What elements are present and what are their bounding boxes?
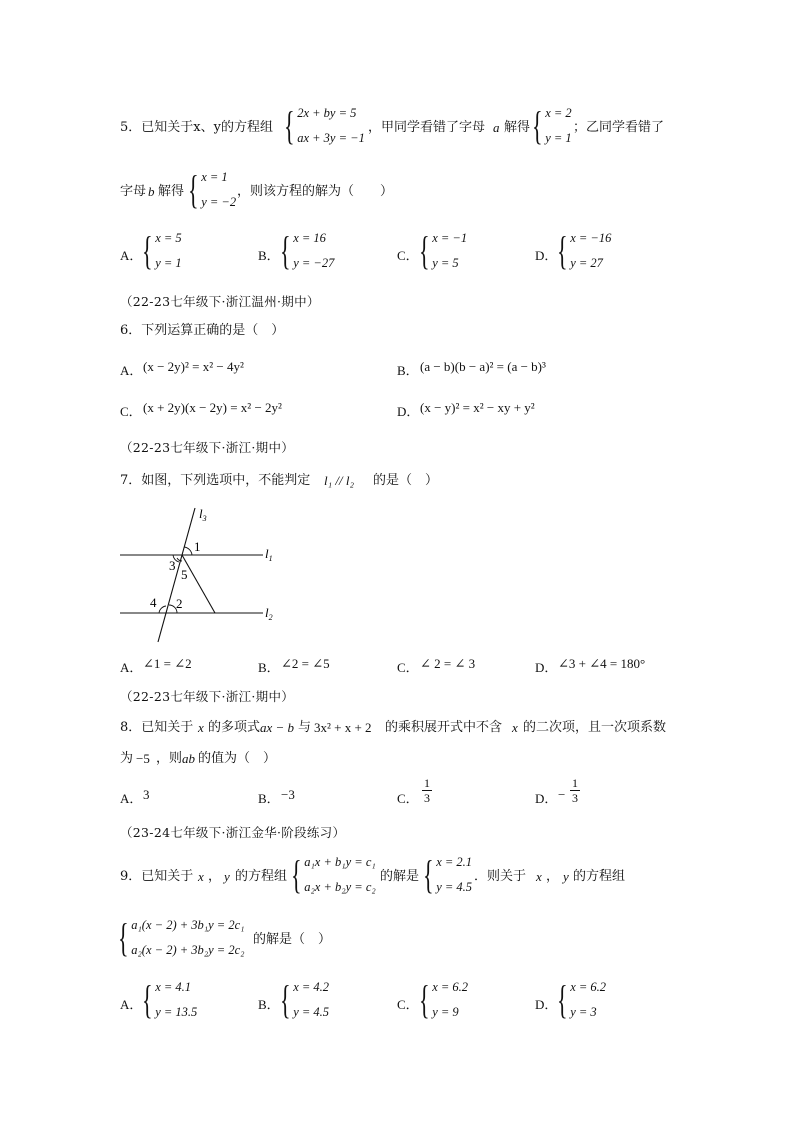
q9-line1-part4: ．则关于 (474, 869, 527, 884)
q8-option-b-text[interactable]: −3 (281, 787, 295, 802)
label-l2: $l_2$ (265, 605, 273, 622)
q5-letter-b: b (148, 184, 155, 199)
q9-solution-x: x = 2.1 (436, 855, 473, 869)
q5-stem-part4: ；乙同学看错了 (573, 120, 665, 135)
q5-option-c[interactable]: { x = −1 y = 5 (419, 228, 468, 273)
source-q8: （22-23七年级下·浙江·期中） (120, 689, 295, 704)
q8-line2-part3: 的值为（ ） (198, 751, 277, 766)
q8-option-a-label[interactable]: A． (120, 791, 143, 806)
q5-option-b[interactable]: { x = 16 y = −27 (280, 228, 335, 273)
label-l3: $l_3$ (199, 506, 207, 523)
q9-option-c[interactable]: { x = 6.2 y = 9 (419, 977, 469, 1022)
q5-line2-part2: 解得 (158, 184, 185, 199)
q5-line2-part1: 字母 (120, 184, 147, 199)
q9-option-c-label[interactable]: C． (397, 997, 419, 1012)
q5-option-a-x: x = 5 (155, 231, 182, 245)
q5-solution-a-y: y = 1 (545, 131, 572, 145)
q8-option-d-den: 3 (572, 791, 578, 805)
angle-label-3: 3 (169, 558, 176, 573)
q7-figure (115, 500, 295, 650)
q9-option-d-y: y = 3 (570, 1005, 597, 1019)
angle-label-5: 5 (181, 567, 188, 582)
q9-option-c-y: y = 9 (432, 1005, 459, 1019)
q7-option-b-text[interactable]: ∠2 = ∠5 (281, 656, 330, 671)
q9-line1-part1: 9．已知关于 (120, 869, 194, 884)
q6-option-c-label[interactable]: C． (120, 404, 142, 419)
q9-line2: 的解是（ ） (253, 932, 332, 947)
q5-option-d-y: y = 27 (570, 256, 603, 270)
q5-solution-b-x: x = 1 (201, 170, 228, 184)
q9-sep-2: ， (546, 869, 560, 884)
q9-option-d-x: x = 6.2 (570, 980, 607, 994)
q5-option-b-x: x = 16 (293, 231, 326, 245)
angle-label-1: 1 (194, 539, 201, 554)
q9-system1-eq1: a₁x + b₁y = c₁ (304, 855, 376, 869)
q9-system1-eq2: a₂x + b₂y = c₂ (304, 880, 376, 894)
q9-option-b-x: x = 4.2 (293, 980, 330, 994)
q8-var-x: x (198, 720, 204, 735)
q6-option-a-label[interactable]: A． (120, 363, 143, 378)
q9-x: x (198, 869, 204, 884)
q8-poly2: 3x² + x + 2 (314, 720, 372, 735)
q8-option-c-den: 3 (424, 791, 430, 805)
q8-option-c-label[interactable]: C． (397, 791, 419, 806)
q5-line2-part3: ，则该方程的解为（ ） (237, 184, 394, 199)
q5-eq1: 2x + by = 5 (297, 106, 357, 120)
q8-option-b-label[interactable]: B． (258, 791, 280, 806)
q5-option-a-label[interactable]: A． (120, 248, 143, 263)
source-q7: （22-23七年级下·浙江·期中） (120, 440, 295, 455)
q5-option-a-y: y = 1 (155, 256, 182, 270)
q8-value: −5 (136, 751, 150, 766)
angle-label-4: 4 (150, 595, 157, 610)
q8-line1-part4: 的乘积展开式中不含 (385, 720, 503, 735)
q8-ab: ab (182, 751, 195, 766)
q5-option-b-label[interactable]: B． (258, 248, 280, 263)
q6-option-b-text[interactable]: (a − b)(b − a)² = (a − b)³ (420, 359, 546, 374)
q5-option-a[interactable]: { x = 5 y = 1 (142, 228, 182, 273)
q8-option-d-label[interactable]: D． (535, 791, 558, 806)
q5-option-d-label[interactable]: D． (535, 248, 558, 263)
q7-option-d-label[interactable]: D． (535, 660, 558, 675)
q9-option-b-label[interactable]: B． (258, 997, 280, 1012)
q5-letter-a: a (493, 120, 500, 135)
q9-system2-eq1: a₁(x − 2) + 3b₁y = 2c₁ (131, 918, 245, 932)
q8-option-d-sign: − (558, 787, 566, 802)
q5-system: { 2x + by = 5 ax + 3y = −1 (284, 103, 365, 148)
q9-solution: { x = 2.1 y = 4.5 (423, 852, 473, 897)
q7-stem-part2: 的是（ ） (373, 473, 439, 488)
q8-line1-part1: 8．已知关于 (120, 720, 194, 735)
q7-relation: l₁ // l₂ (324, 473, 354, 488)
q6-option-d-text[interactable]: (x − y)² = x² − xy + y² (420, 400, 535, 415)
q9-option-a-x: x = 4.1 (155, 980, 192, 994)
q6-stem: 6．下列运算正确的是（ ） (120, 323, 285, 338)
q5-stem-part1: 5．已知关于x、y的方程组 (120, 120, 273, 135)
q5-option-c-label[interactable]: C． (397, 248, 419, 263)
q9-sep: ， (208, 869, 222, 884)
label-l1: $l_1$ (265, 546, 273, 563)
q9-line1-part3: 的解是 (380, 869, 420, 884)
q5-stem-part3: 解得 (504, 120, 531, 135)
q6-option-c-text[interactable]: (x + 2y)(x − 2y) = x² − 2y² (143, 400, 282, 415)
q6-option-d-label[interactable]: D． (397, 404, 420, 419)
q9-option-b[interactable]: { x = 4.2 y = 4.5 (280, 977, 330, 1022)
q8-line1-part2: 的多项式 (208, 720, 261, 735)
q7-option-a-text[interactable]: ∠1 = ∠2 (143, 656, 192, 671)
line-l3 (158, 508, 195, 642)
q5-option-c-y: y = 5 (432, 256, 459, 270)
q9-option-a[interactable]: { x = 4.1 y = 13.5 (142, 977, 198, 1022)
q9-option-b-y: y = 4.5 (293, 1005, 330, 1019)
q5-solution-b: { x = 1 y = −2 (188, 167, 237, 212)
q8-var-x-2: x (512, 720, 518, 735)
q8-option-d-fraction[interactable] (570, 776, 580, 805)
q7-option-c-label[interactable]: C． (397, 660, 419, 675)
q7-stem-part1: 7．如图，下列选项中，不能判定 (120, 473, 311, 488)
q8-option-c-num: 1 (424, 776, 430, 790)
q9-system2: { a₁(x − 2) + 3b₁y = 2c₁ a₂(x − 2) + 3b₂y = 2c₂ (118, 915, 245, 960)
q9-line1-part2: 的方程组 (235, 869, 288, 884)
angle-label-2: 2 (176, 596, 183, 611)
q9-option-a-y: y = 13.5 (155, 1005, 198, 1019)
q6-option-a-text[interactable]: (x − 2y)² = x² − 4y² (143, 359, 244, 374)
source-q6: （22-23七年级下·浙江温州·期中） (120, 294, 320, 309)
q5-option-d-x: x = −16 (570, 231, 612, 245)
q5-stem-part2: ，甲同学看错了字母 (368, 120, 486, 135)
q7-option-d-text[interactable]: ∠3 + ∠4 = 180° (558, 656, 646, 671)
source-q9: （23-24七年级下·浙江金华·阶段练习） (120, 825, 346, 840)
q5-option-d[interactable]: { x = −16 y = 27 (557, 228, 612, 273)
angle-1-arc (184, 547, 192, 555)
q8-option-d-num: 1 (572, 776, 578, 790)
segment (182, 555, 215, 613)
q8-line2-part2: ，则 (156, 751, 183, 766)
q5-solution-a-x: x = 2 (545, 106, 572, 120)
q5-eq2: ax + 3y = −1 (297, 131, 365, 145)
q5-option-c-x: x = −1 (432, 231, 468, 245)
q9-system2-eq2: a₂(x − 2) + 3b₂y = 2c₂ (131, 943, 245, 957)
q9-option-c-x: x = 6.2 (432, 980, 469, 994)
q9-solution-y: y = 4.5 (436, 880, 473, 894)
q5-solution-b-y: y = −2 (201, 195, 237, 209)
q9-system1: { a₁x + b₁y = c₁ a₂x + b₂y = c₂ (291, 852, 376, 897)
q9-x-2: x (536, 869, 542, 884)
q5-option-b-y: y = −27 (293, 256, 335, 270)
q8-line2-part1: 为 (120, 751, 134, 766)
q8-poly1: ax − b (260, 720, 295, 735)
q7-option-c-text[interactable]: ∠ 2 = ∠ 3 (420, 656, 476, 671)
q5-solution-a: { x = 2 y = 1 (532, 103, 572, 148)
q9-y: y (224, 869, 230, 884)
q9-option-a-label[interactable]: A． (120, 997, 143, 1012)
q9-line1-part5: 的方程组 (573, 869, 626, 884)
q8-option-c-fraction[interactable] (422, 776, 432, 805)
q7-option-a-label[interactable]: A． (120, 660, 143, 675)
angle-4-arc (159, 606, 166, 613)
q8-line1-part3: 与 (298, 720, 312, 735)
q9-option-d-label[interactable]: D． (535, 997, 558, 1012)
q9-y-2: y (563, 869, 569, 884)
q8-line1-part5: 的二次项，且一次项系数 (523, 720, 667, 735)
q7-option-b-label[interactable]: B． (258, 660, 280, 675)
q8-option-a-text[interactable]: 3 (143, 787, 150, 802)
q6-option-b-label[interactable]: B． (397, 363, 419, 378)
q9-option-d[interactable]: { x = 6.2 y = 3 (557, 977, 607, 1022)
